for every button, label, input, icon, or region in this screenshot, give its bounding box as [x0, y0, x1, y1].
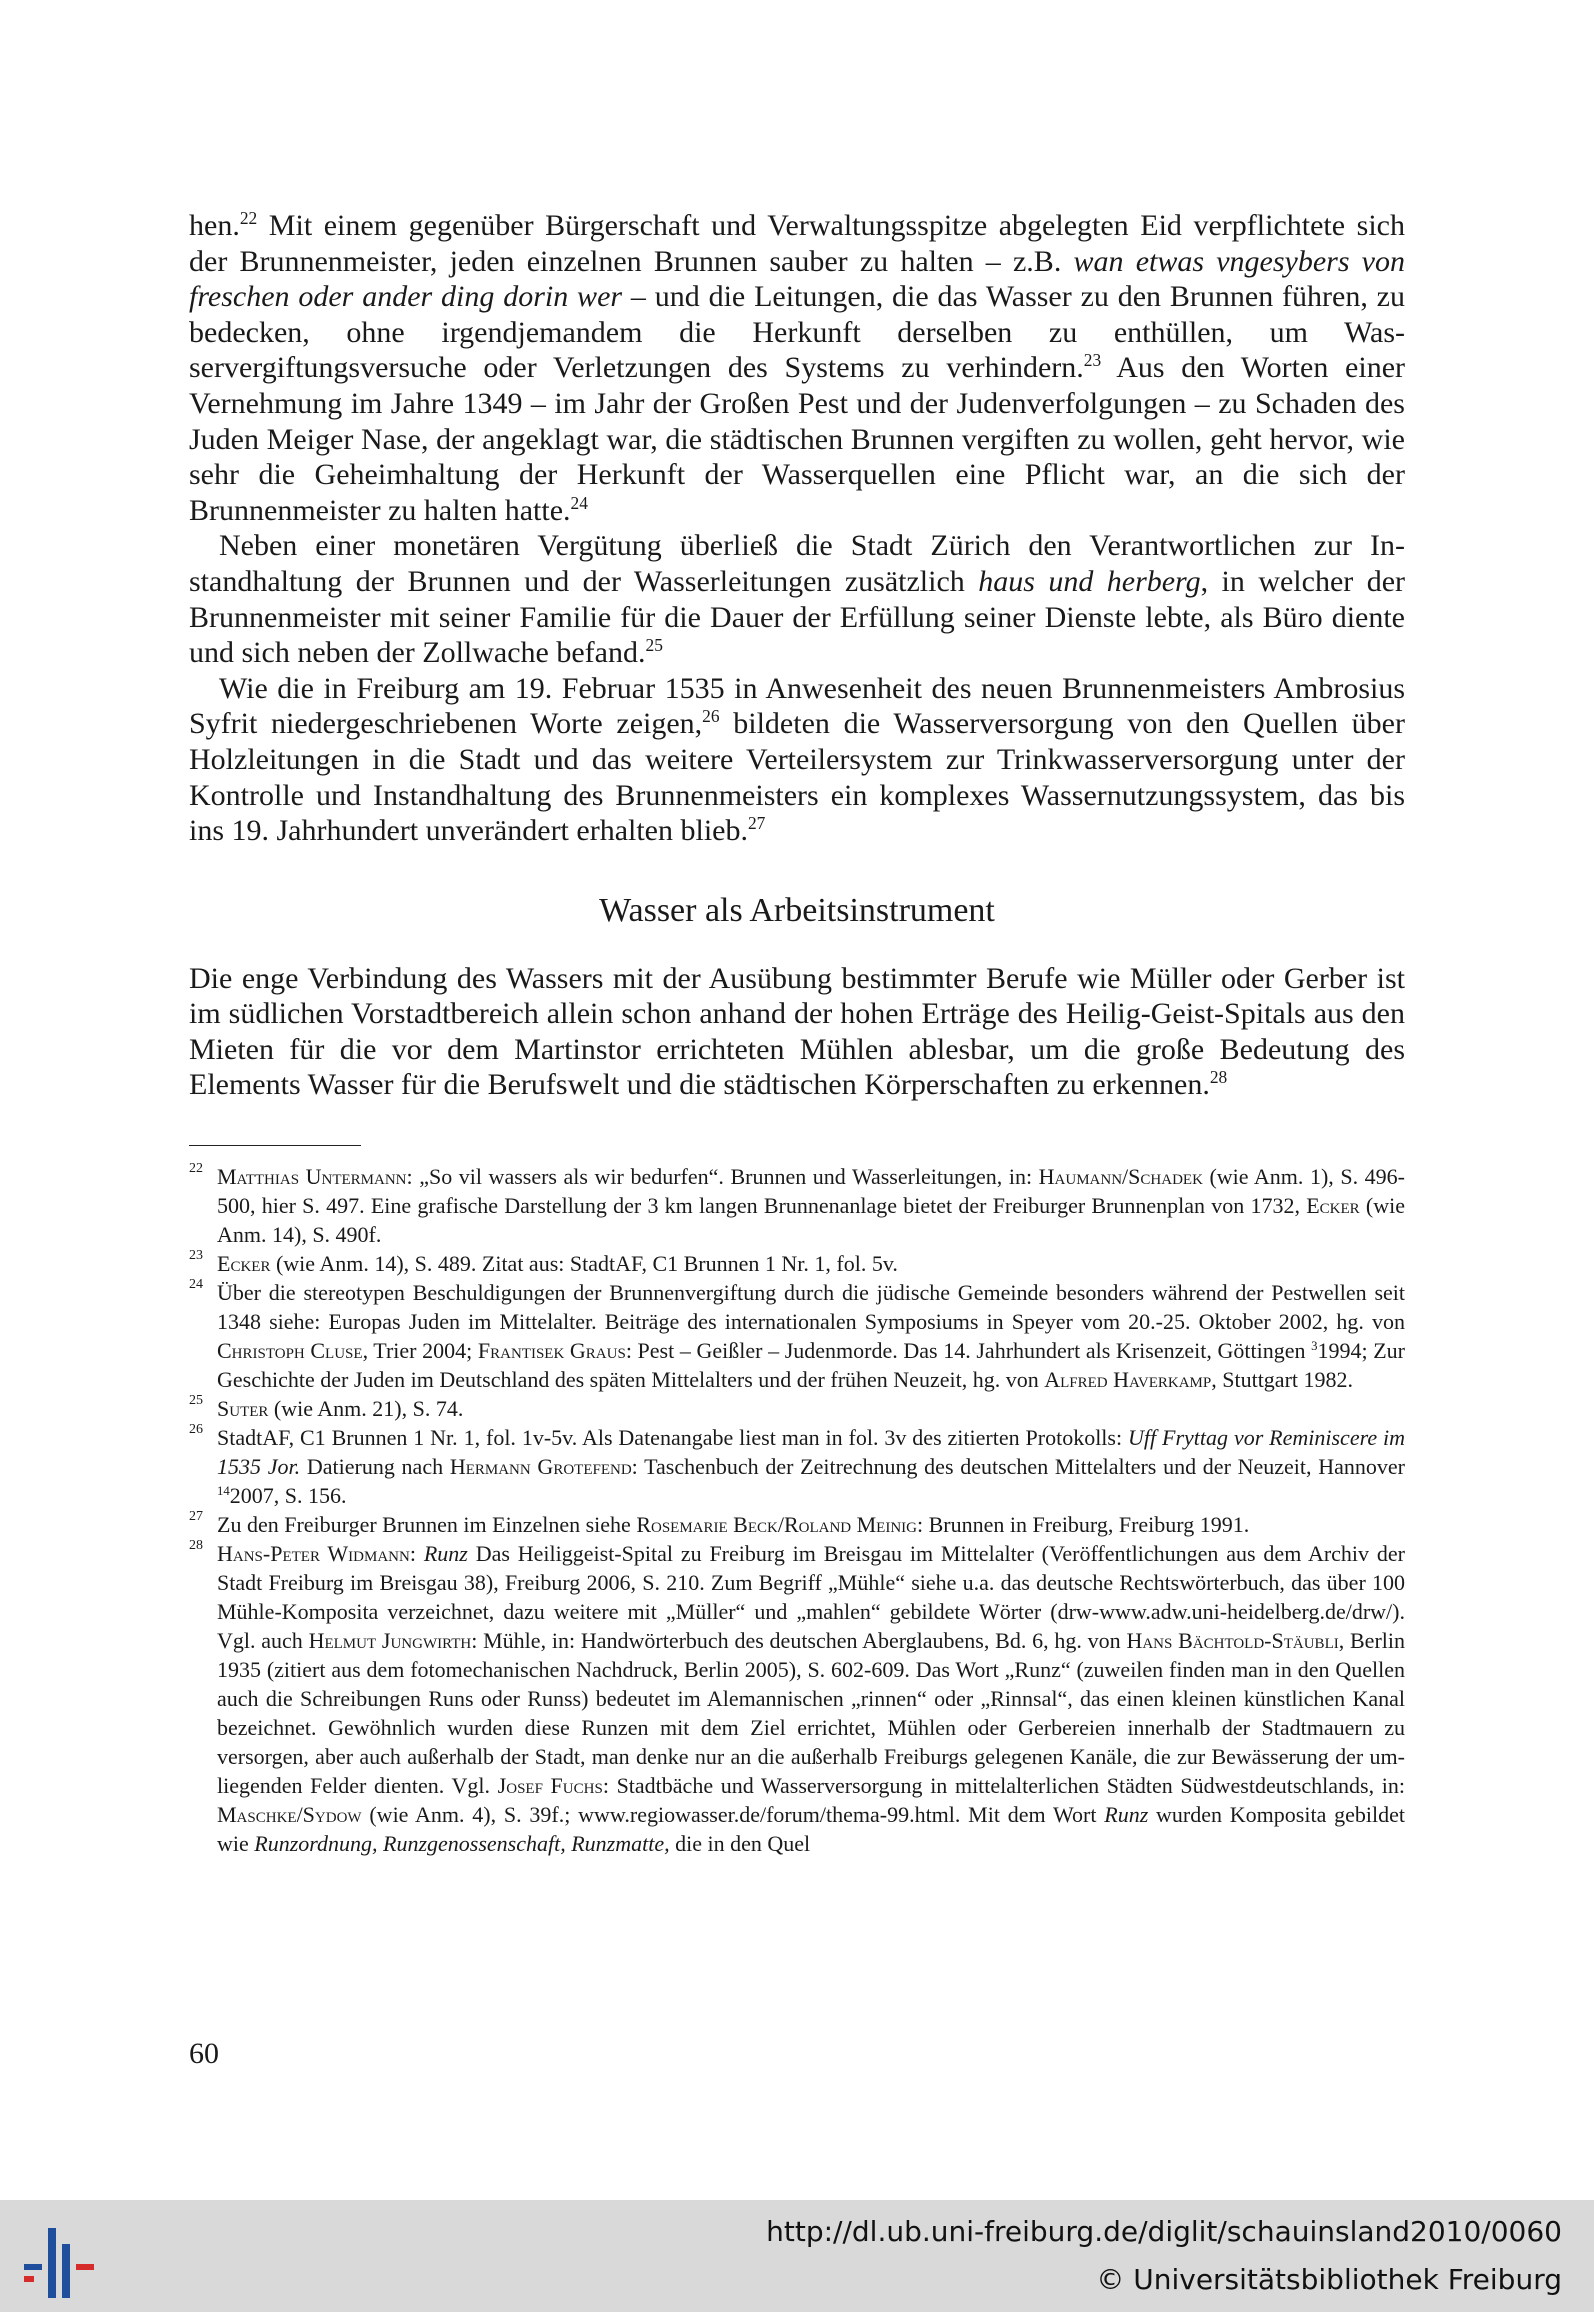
body-paragraph-1: hen.$^{22}$ Mit einem gegenüber Bürgerschaft und Verwaltungsspitze abgelegten Eid verpflichtete sich der Brunnenmeister, jeden einzelnen Brunnen sauber zu halten – z.B. wan etwas vngesybers von freschen oder ander ding dorin wer – und die Leitungen, die das Wasser zu den Brunnen führen, zu bedecken, ohne irgendjemandem die Herkunft derselben zu enthüllen, um Wasservergiftungsversuche oder Verletzungen des Systems zu verhindern.$^{23}$ Aus den Worten einer Vernehmung im Jahre 1349 – im Jahr der Großen Pest und der Judenverfolgungen – zu Schaden des Juden Meiger Nase, der angeklagt war, die städtischen Brunnen vergiften zu wollen, geht hervor, wie sehr die Geheimhaltung der Herkunft der Wasserquellen eine Pflicht war, an die sich der Brunnenmeister zu halten hatte.$^{24}$	[189, 208, 1405, 527]
footnote-26: 26 StadtAF, C1 Brunnen 1 Nr. 1, fol. 1v-5v. Als Datenangabe liest man in fol. 3v des zitierten Protokolls: Uff Fryttag vor Reminiscere im 1535 Jor. Datierung nach Hermann Grotefend: Taschenbuch der Zeitrechnung des deutschen Mittelalters und der Neuzeit, Hannover $^{14}$2007, S. 156.	[189, 1422, 1406, 1509]
body-paragraph-4: Die enge Verbindung des Wassers mit der Ausübung bestimmter Berufe wie Müller oder Gerber ist im südlichen Vorstadtbereich allein schon anhand der hohen Erträge des Heilig-Geist-Spitals aus den Mieten für die vor dem Martinstor errichteten Mühlen ablesbar, um die große Bedeutung des Elements Wasser für die Berufswelt und die städtischen Körperschaften zu erkennen.$^{28}$	[189, 961, 1405, 1102]
document-url-link[interactable]: http://dl.ub.uni-freiburg.de/diglit/schauinsland2010/0060	[766, 2215, 1562, 2248]
page-content	[189, 208, 1405, 1858]
footnote-number: 22	[189, 1161, 203, 1177]
footnote-number: 25	[189, 1393, 203, 1409]
footnote-number: 27	[189, 1509, 203, 1525]
footnote-ref-28[interactable]: 28	[1209, 1067, 1228, 1088]
footnote-25: 25 Suter (wie Anm. 21), S. 74.	[189, 1393, 464, 1422]
footnote-27: 27 Zu den Freiburger Brunnen im Einzelnen siehe Rosemarie Beck/Roland Meinig: Brunnen in Freiburg, Freiburg 1991.	[189, 1509, 1250, 1538]
footnote-number: 26	[189, 1422, 203, 1438]
section-heading: Wasser als Arbeitsinstrument	[599, 891, 995, 929]
copyright-notice: © Universitätsbibliothek Freiburg	[1096, 2263, 1562, 2296]
footnote-ref-27[interactable]: 27	[747, 813, 766, 834]
footnote-divider	[189, 1145, 361, 1146]
footnote-ref-22[interactable]: 22	[239, 208, 258, 229]
footnote-ref-23[interactable]: 23	[1083, 350, 1102, 371]
footnote-23: 23 Ecker (wie Anm. 14), S. 489. Zitat aus: StadtAF, C1 Brunnen 1 Nr. 1, fol. 5v.	[189, 1248, 898, 1277]
library-footer-bar	[0, 2200, 1594, 2312]
footnote-28: 28 Hans-Peter Widmann: Runz Das Heiliggeist-Spital zu Freiburg im Breisgau im Mittelalter (Veröffentlichungen aus dem Archiv der Stadt Freiburg im Breisgau 38), Freiburg 2006, S. 210. Zum Begriff „Mühle“ siehe u.a. das deutsche Rechtswörterbuch, das über 100 Mühle-Komposita verzeichnet, dazu weitere mit „Müller“ und „mahlen“ gebildete Wörter (drw-www.adw.uni-heidelberg.de/drw/). Vgl. auch Helmut Jungwirth: Mühle, in: Handwörterbuch des deutschen Aberglaubens, Bd. 6, hg. von Hans Bächtold-Stäubli, Berlin 1935 (zitiert aus dem fotomechanischen Nachdruck, Berlin 2005), S. 602-609. Das Wort „Runz“ (zuweilen finden man in den Quellen auch die Schreibungen Runs oder Runss) bedeutet im Alemannischen „rinnen“ oder „Rinnsal“, das einen kleinen künstlichen Kanal bezeichnet. Gewöhnlich wurden diese Runzen mit dem Ziel errichtet, Mühlen oder Gerbereien innerhalb der Stadtmauern zu versorgen, aber auch außerhalb der Stadt, man denke nur an die außerhalb Freiburgs gelegenen Kanäle, die zur Bewässerung der umliegenden Felder dienten. Vgl. Josef Fuchs: Stadtbäche und Wasserversorgung in mittelalterlichen Städten Südwestdeutschlands, in: Maschke/Sydow (wie Anm. 4), S. 39f.; www.regiowasser.de/forum/thema-99.html. Mit dem Wort Runz wurden Komposita gebildet wie Runzordnung, Runzgenossenschaft, Runzmatte, die in den Quel	[189, 1538, 1406, 1857]
footnote-ref-26[interactable]: 26	[702, 706, 720, 727]
ub-freiburg-logo-icon[interactable]	[20, 2214, 100, 2298]
footnote-24: 24 Über die stereotypen Beschuldigungen der Brunnenvergiftung durch die jüdische Gemeinde besonders während der Pestwellen seit 1348 siehe: Europas Juden im Mittelalter. Beiträge des internationalen Symposiums in Speyer vom 20.-25. Oktober 2002, hg. von Christoph Cluse, Trier 2004; Frantisek Graus: Pest – Geißler – Judenmorde. Das 14. Jahrhundert als Krisenzeit, Göttingen $^3$1994; Zur Geschichte der Juden im Deutschland des späten Mittelalters und der frühen Neuzeit, hg. von Alfred Haverkamp, Stuttgart 1982.	[189, 1277, 1405, 1393]
page-number: 60	[189, 2037, 219, 2070]
footnote-22: 22 Matthias Untermann: „So vil wassers als wir bedurfen“. Brunnen und Wasserleitungen, in: Haumann/Schadek (wie Anm. 1), S. 496-500, hier S. 497. Eine grafische Darstellung der 3 km langen Brunnenanlage bietet der Freiburger Brunnenplan von 1732, Ecker (wie Anm. 14), S. 490f.	[189, 1161, 1406, 1248]
footnote-ref-24[interactable]: 24	[570, 492, 588, 513]
footnote-number: 28	[189, 1538, 203, 1554]
footnote-ref-25[interactable]: 25	[645, 635, 663, 656]
body-paragraph-3: Wie die in Freiburg am 19. Februar 1535 in Anwesenheit des neuen Brunnenmeisters Ambrosius Syfrit niedergeschriebenen Worte zeigen,$^{26}$ bildeten die Wasserversorgung von den Quellen über Holzleitungen in die Stadt und das weitere Verteilersystem zur Trinkwasserversorgung unter der Kontrolle und Instandhaltung des Brunnenmeisters ein komplexes Wassernutzungssystem, das bis ins 19. Jahrhundert unverändert erhalten blieb.$^{27}$	[189, 671, 1405, 848]
footnote-number: 23	[189, 1248, 203, 1264]
footnote-number: 24	[189, 1277, 203, 1293]
body-paragraph-2: Neben einer monetären Vergütung überließ die Stadt Zürich den Verantwortlichen zur Instandhaltung der Brunnen und der Wasserleitungen zusätzlich haus und herberg, in welcher der Brunnenmeister mit seiner Familie für die Dauer der Erfüllung seiner Dienste lebte, als Büro diente und sich neben der Zollwache befand.$^{25}$	[189, 529, 1406, 670]
